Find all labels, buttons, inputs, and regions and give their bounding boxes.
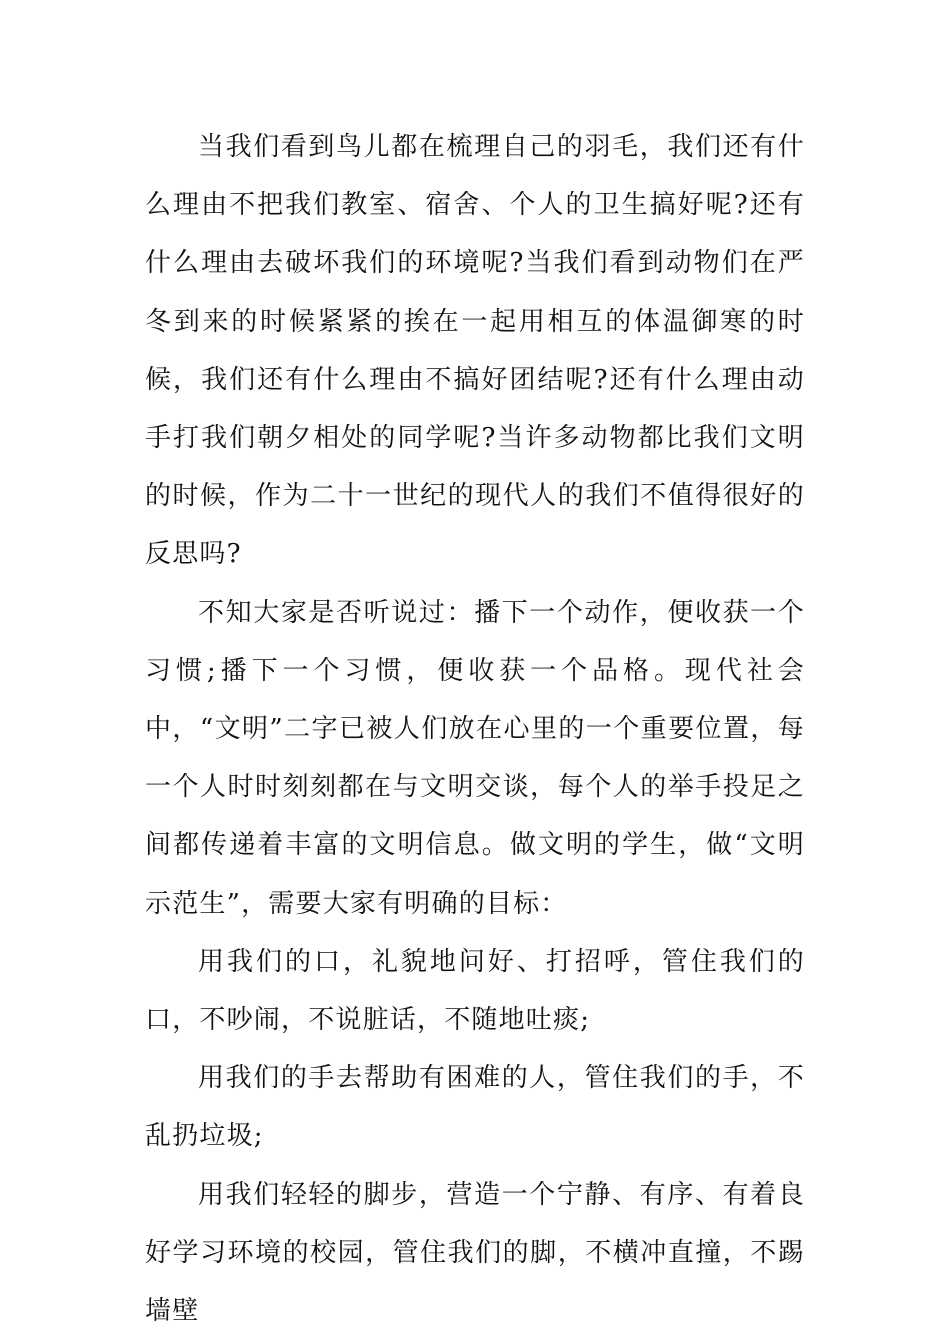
paragraph-4: 用我们的手去帮助有困难的人，管住我们的手，不乱扔垃圾; (145, 1063, 805, 1152)
paragraph-3: 用我们的口，礼貌地问好、打招呼，管住我们的口，不吵闹，不说脏话，不随地吐痰; (145, 946, 805, 1036)
paragraph-2: 不知大家是否听说过：播下一个动作，便收获一个习惯;播下一个习惯，便收获一个品格。现代社会中，“文明”二字已被人们放在心里的一个重要位置，每一个人时时刻刻都在与文明交谈，每个人的举手投足之间都传递着丰富的文明信息。做文明的学生，做“文明示范生”，需要大家有明确的目标： (145, 597, 805, 919)
paragraph-5: 用我们轻轻的脚步，营造一个宁静、有序、有着良好学习环境的校园，管住我们的脚，不横冲直撞，不踢墙壁 (145, 1179, 805, 1327)
paragraph-1: 当我们看到鸟儿都在梳理自己的羽毛，我们还有什么理由不把我们教室、宿舍、个人的卫生搞好呢?还有什么理由去破坏我们的环境呢?当我们看到动物们在严冬到来的时候紧紧的挨在一起用相互的体温御寒的时候，我们还有什么理由不搞好团结呢?还有什么理由动手打我们朝夕相处的同学呢?当许多动物都比我们文明的时候，作为二十一世纪的现代人的我们不值得很好的反思吗? (145, 132, 805, 570)
document-body (145, 118, 805, 1340)
